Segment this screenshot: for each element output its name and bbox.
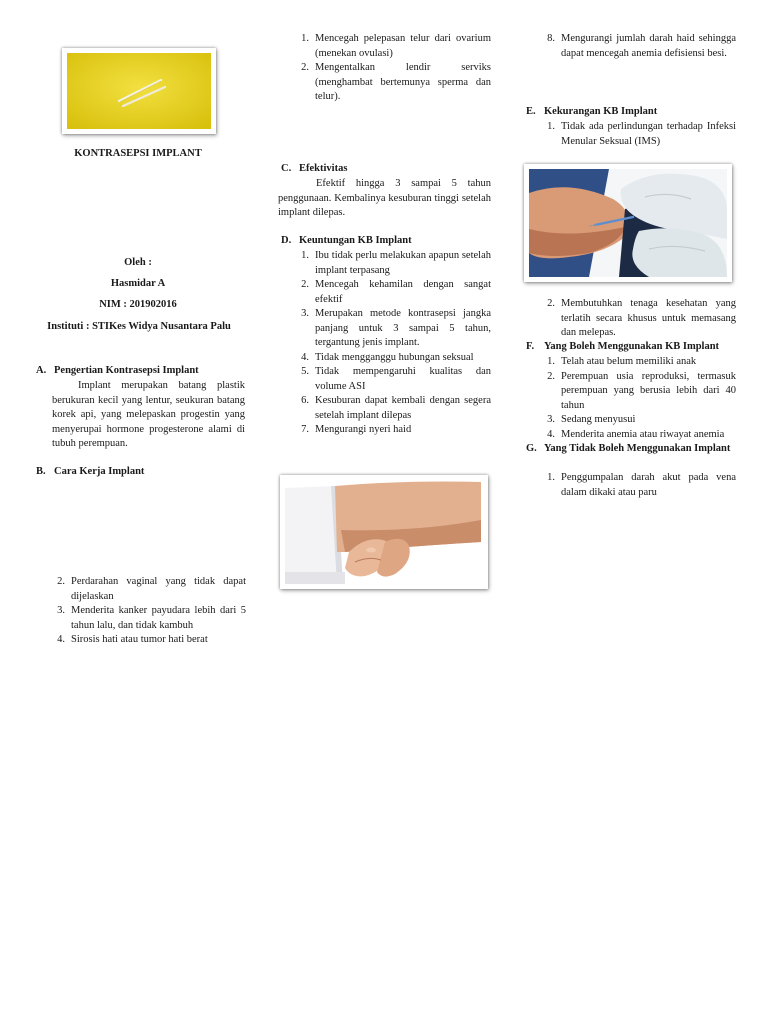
- student-id: NIM : 201902016: [99, 299, 177, 310]
- section-f-heading: [526, 340, 740, 355]
- section-g-title: Yang Tidak Boleh Menggunakan Implant: [544, 443, 731, 454]
- section-b-heading: [36, 465, 246, 480]
- section-b-letter: B.: [36, 466, 46, 477]
- by-label: Oleh :: [124, 257, 152, 268]
- list-item: 2. Membutuhkan tenaga kesehatan yang terlatih secara khusus untuk memasang dan melepas.: [547, 298, 736, 338]
- section-d-title: Keuntungan KB Implant: [299, 235, 412, 246]
- list-item: 6. Kesuburan dapat kembali dengan segera setelah implant dilepas: [301, 395, 491, 421]
- list-item: 1. Ibu tidak perlu melakukan apapun setelah implant terpasang: [301, 250, 491, 276]
- list-item: 1. Mencegah pelepasan telur dari ovarium (menekan ovulasi): [301, 33, 491, 59]
- section-f-letter: F.: [526, 341, 535, 352]
- section-e-letter: E.: [526, 106, 536, 117]
- contraindication-list-continued: [48, 575, 246, 648]
- section-a-heading: [36, 364, 246, 379]
- list-item: 8. Mengurangi jumlah darah haid sehingga dapat mencegah anemia defisiensi besi.: [547, 33, 736, 59]
- contraindication-list: [538, 471, 736, 500]
- advantages-list-continued: [538, 32, 736, 61]
- section-c-body: Efektif hingga 3 sampai 5 tahun penggunaan. Kembalinya kesuburan tinggi setelah implant dilepas.: [278, 178, 491, 218]
- author-name: Hasmidar A: [110, 278, 166, 289]
- section-b-title: Cara Kerja Implant: [54, 466, 145, 477]
- implant-insertion-photo: [524, 164, 732, 282]
- section-c-letter: C.: [281, 163, 292, 174]
- section-e-heading: [526, 105, 736, 120]
- list-item: 2. Perdarahan vaginal yang tidak dapat dijelaskan: [57, 576, 246, 602]
- section-a-title: Pengertian Kontrasepsi Implant: [54, 365, 199, 376]
- list-item: 7. Mengurangi nyeri haid: [301, 424, 412, 435]
- list-item: 1. Tidak ada perlindungan terhadap Infeksi Menular Seksual (IMS): [547, 121, 736, 147]
- disadvantages-list-continued: [538, 297, 736, 341]
- mechanism-list: [292, 32, 491, 105]
- list-item: 4. Tidak mengganggu hubungan seksual: [301, 351, 474, 363]
- implant-rods-photo: [62, 48, 216, 134]
- section-g-letter: G.: [526, 443, 537, 454]
- section-d-heading: [281, 234, 491, 249]
- section-a-body: Implant merupakan batang plastik berukuran kecil yang lentur, seukuran batang korek api, yang melepaskan progestin yang menyerupai hormone progesterone alami di tubuh perempuan.: [52, 380, 245, 449]
- section-c-heading: [281, 162, 491, 177]
- section-g-heading: [526, 442, 736, 457]
- arm-palpation-photo: [280, 475, 488, 589]
- institution: Instituti : STIKes Widya Nusantara Palu: [47, 321, 231, 332]
- list-item: 4. Sirosis hati atau tumor hati berat: [57, 634, 208, 645]
- list-item: 2. Mengentalkan lendir serviks (menghambat bertemunya sperma dan telur).: [301, 62, 491, 102]
- list-item: 5. Tidak mempengaruhi kualitas dan volume ASI: [301, 366, 491, 392]
- disadvantages-list: [538, 120, 736, 149]
- list-item: 2. Perempuan usia reproduksi, termasuk perempuan yang berusia lebih dari 40 tahun: [547, 370, 736, 411]
- list-item: 3. Merupakan metode kontrasepsi jangka panjang untuk 3 sampai 5 tahun, tergantung jenis implant.: [301, 308, 491, 348]
- section-d-letter: D.: [281, 235, 292, 246]
- advantages-list: [292, 249, 491, 438]
- section-e-title: Kekurangan KB Implant: [544, 106, 658, 117]
- section-c-title: Efektivitas: [299, 163, 348, 174]
- brochure-title: KONTRASEPSI IMPLANT: [74, 148, 202, 159]
- list-item: 1. Telah atau belum memiliki anak: [547, 356, 697, 367]
- eligible-list: [538, 355, 736, 442]
- section-f-title: Yang Boleh Menggunakan KB Implant: [544, 341, 720, 352]
- section-a-letter: A.: [36, 365, 47, 376]
- list-item: 3. Sedang menyusui: [547, 414, 636, 425]
- list-item: 1. Penggumpalan darah akut pada vena dalam dikaki atau paru: [547, 472, 736, 498]
- list-item: 3. Menderita kanker payudara lebih dari 5 tahun lalu, dan tidak kambuh: [57, 605, 246, 631]
- list-item: 4. Menderita anemia atau riwayat anemia: [547, 428, 725, 440]
- list-item: 2. Mencegah kehamilan dengan sangat efektif: [301, 279, 491, 305]
